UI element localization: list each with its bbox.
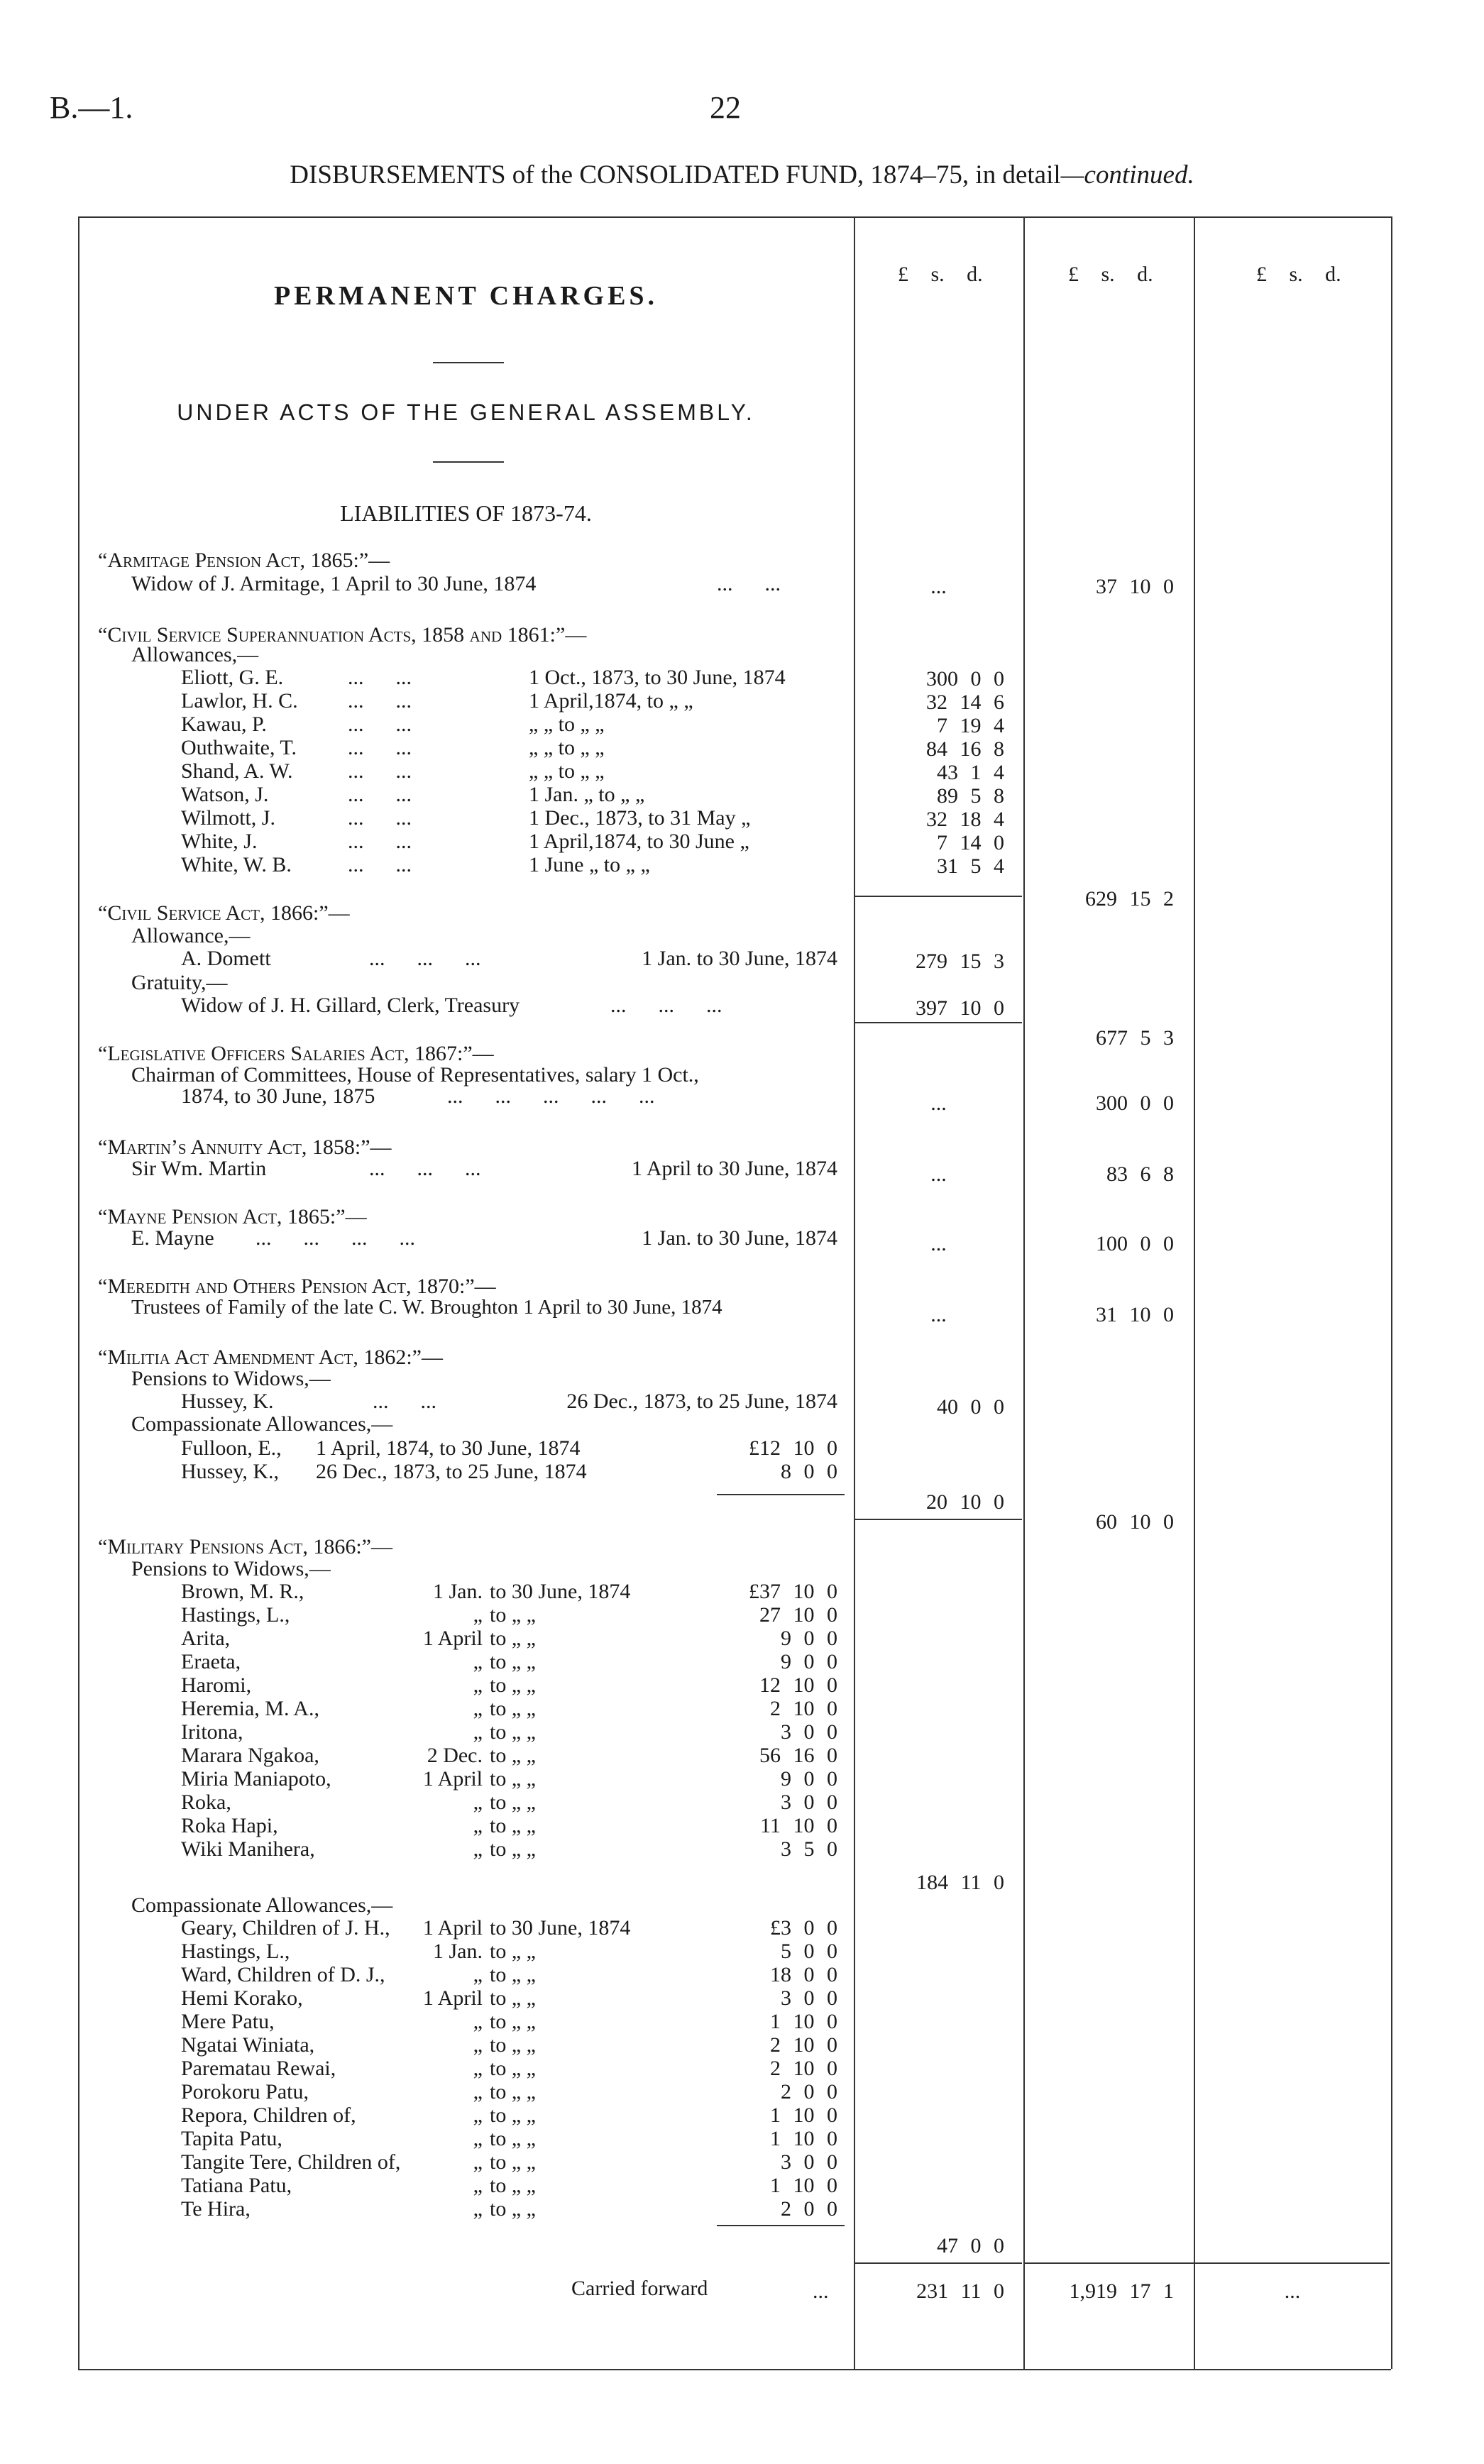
entry-amount: 3 5 0 [781, 1837, 837, 1861]
entry-name: Tatiana Patu, [181, 2174, 292, 2197]
entry-name: Roka, [181, 1791, 231, 1814]
entry-period: „ „ to „ „ [529, 713, 605, 736]
entry-from: „ [473, 2057, 483, 2080]
entry-line: Trustees of Family of the late C. W. Broughton 1 April to 30 June, 1874 [131, 1296, 722, 1319]
entry-from: 1 Jan. [433, 1940, 483, 1963]
act-heading: “Civil Service Act, 1866:”— [98, 901, 350, 925]
entry-name: Haromi, [181, 1673, 252, 1697]
entry-amount: 3 0 0 [781, 1720, 837, 1744]
divider [433, 362, 504, 363]
entry-from: 2 Dec. [427, 1744, 483, 1767]
subheading: Gratuity,— [131, 971, 228, 994]
entry-from: „ [473, 1673, 483, 1697]
entry-name: Wilmott, J. [181, 806, 275, 830]
amount-col1: 40 0 0 [937, 1395, 1004, 1419]
subtotal-rule [717, 1494, 845, 1495]
entry-name: Parematau Rewai, [181, 2057, 336, 2080]
amount-col1: 47 0 0 [937, 2234, 1004, 2257]
total-rule [1195, 2262, 1390, 2264]
leader-dots: ... ... [348, 713, 412, 736]
leader-dots: ... ... [373, 1390, 436, 1413]
entry-name: Porokoru Patu, [181, 2080, 309, 2103]
entry-to: to „ „ [490, 1963, 536, 1986]
amount-col1: 32 14 6 [926, 691, 1004, 714]
entry-to: to „ „ [490, 1697, 536, 1720]
entry-from: 1 April [422, 1986, 483, 2010]
entry-to: to „ „ [490, 1837, 536, 1861]
entry-from: „ [473, 1697, 483, 1720]
entry-name: Marara Ngakoa, [181, 1744, 319, 1767]
amount-col1: 7 14 0 [937, 831, 1004, 854]
entry-name: Hussey, K., [181, 1460, 280, 1483]
amount-col1: 279 15 3 [916, 950, 1004, 973]
act-heading: “Meredith and Others Pension Act, 1870:”— [98, 1275, 496, 1298]
subtotal-rule [855, 1022, 1022, 1023]
leader-dots: ... ... [348, 783, 412, 806]
act-heading: “Military Pensions Act, 1866:”— [98, 1535, 392, 1558]
amount-col1: 397 10 0 [916, 996, 1004, 1020]
entry-from: „ [473, 1963, 483, 1986]
entry-line: Widow of J. Armitage, 1 April to 30 June, 1874 [131, 572, 537, 595]
table-bottom-rule [78, 2369, 1391, 2370]
entry-name: Ward, Children of D. J., [181, 1963, 385, 1986]
entry-amount: £12 10 0 [749, 1436, 837, 1460]
col1-heading: £ s. d. [898, 263, 983, 286]
section-under-acts: UNDER ACTS OF THE GENERAL ASSEMBLY. [177, 400, 755, 425]
leader-dots: ... ... [348, 736, 412, 759]
amount-col1: ... [930, 1091, 947, 1115]
entry-name: Hastings, L., [181, 1603, 290, 1627]
document-ref: B.—1. [50, 90, 133, 125]
entry-amount: 2 10 0 [770, 2057, 837, 2080]
entry-to: to „ „ [490, 2033, 536, 2057]
entry-to: to „ „ [490, 2197, 536, 2221]
leader-dots: ... ... [348, 666, 412, 689]
entry-amount: 3 0 0 [781, 1791, 837, 1814]
amount-col1: 20 10 0 [926, 1490, 1004, 1514]
entry-name: Eraeta, [181, 1650, 241, 1673]
entry-from: „ [473, 1603, 483, 1627]
carried-forward-label: Carried forward [571, 2277, 708, 2300]
entry-name: Brown, M. R., [181, 1580, 304, 1603]
entry-name: Fulloon, E., [181, 1436, 282, 1460]
entry-name: Hastings, L., [181, 1940, 290, 1963]
act-heading: “Armitage Pension Act, 1865:”— [98, 549, 390, 572]
col2-rule [1023, 216, 1025, 2369]
subheading: Compassionate Allowances,— [131, 1412, 393, 1436]
entry-period: 1 April, 1874, to 30 June, 1874 [316, 1436, 581, 1460]
entry-amount: £37 10 0 [749, 1580, 837, 1603]
entry-name: Ngatai Winiata, [181, 2033, 315, 2057]
leader-dots: ... ... [348, 830, 412, 853]
total-col1: 231 11 0 [916, 2279, 1004, 2303]
amount-col2: 629 15 2 [1085, 887, 1174, 911]
entry-amount: 3 0 0 [781, 2150, 837, 2174]
entry-name: Lawlor, H. C. [181, 689, 298, 713]
entry-name: Roka Hapi, [181, 1814, 278, 1837]
entry-from: „ [473, 1814, 483, 1837]
subtotal-rule [855, 1519, 1022, 1520]
col1-rule [854, 216, 855, 2369]
table-right-rule [1391, 216, 1392, 2369]
act-heading: “Legislative Officers Salaries Act, 1867:”— [98, 1042, 494, 1065]
entry-amount: 1 10 0 [770, 2127, 837, 2150]
leader-dots: ... [813, 2279, 829, 2303]
act-heading: “Martin’s Annuity Act, 1858:”— [98, 1135, 392, 1159]
entry-amount: 2 0 0 [781, 2197, 837, 2221]
entry-name: Miria Maniapoto, [181, 1767, 331, 1791]
entry-amount: 2 10 0 [770, 2033, 837, 2057]
entry-to: to „ „ [490, 1603, 536, 1627]
entry-amount: 9 0 0 [781, 1650, 837, 1673]
entry-line: Chairman of Committees, House of Representatives, salary 1 Oct., [131, 1063, 699, 1087]
entry-period: 1 April,1874, to „ „ [529, 689, 693, 713]
entry-line: Widow of J. H. Gillard, Clerk, Treasury [181, 994, 520, 1017]
entry-from: „ [473, 2197, 483, 2221]
entry-from: „ [473, 2080, 483, 2103]
amount-col2: 300 0 0 [1096, 1091, 1174, 1115]
entry-name: Tangite Tere, Children of, [181, 2150, 401, 2174]
leader-dots: ... ... ... ... [255, 1226, 415, 1250]
entry-to: to „ „ [490, 1767, 536, 1791]
entry-to: to „ „ [490, 1814, 536, 1837]
section-permanent-charges: PERMANENT CHARGES. [273, 281, 659, 311]
col3-heading: £ s. d. [1256, 263, 1341, 286]
entry-amount: 56 16 0 [759, 1744, 837, 1767]
entry-to: to „ „ [490, 2150, 536, 2174]
act-heading: “Mayne Pension Act, 1865:”— [98, 1205, 367, 1228]
entry-name: Iritona, [181, 1720, 243, 1744]
subtotal-rule [855, 896, 1022, 897]
entry-amount: 2 0 0 [781, 2080, 837, 2103]
subheading: Allowances,— [131, 643, 259, 666]
subheading: Allowance,— [131, 924, 251, 947]
amount-col2: 60 10 0 [1096, 1510, 1174, 1534]
entry-name: Arita, [181, 1627, 231, 1650]
entry-period: 26 Dec., 1873, to 25 June, 1874 [566, 1390, 837, 1413]
amount-col1: 89 5 8 [937, 784, 1004, 808]
subheading: Pensions to Widows,— [131, 1367, 331, 1390]
entry-amount: 18 0 0 [770, 1963, 837, 1986]
divider [433, 461, 504, 463]
entry-from: „ [473, 1720, 483, 1744]
act-heading: “Civil Service Superannuation Acts, 1858 and 1861:”— [98, 623, 587, 647]
amount-col1: 32 18 4 [926, 808, 1004, 831]
entry-to: to „ „ [490, 1650, 536, 1673]
total-rule [1025, 2262, 1194, 2264]
entry-name: Wiki Manihera, [181, 1837, 315, 1861]
amount-col1: 31 5 4 [937, 854, 1004, 878]
amount-col1: 300 0 0 [926, 667, 1004, 691]
entry-from: 1 April [422, 1627, 483, 1650]
entry-amount: £3 0 0 [770, 1916, 837, 1940]
entry-period: „ „ to „ „ [529, 759, 605, 783]
entry-period: 1 June „ to „ „ [529, 853, 650, 876]
entry-from: „ [473, 2033, 483, 2057]
subheading: Pensions to Widows,— [131, 1557, 331, 1580]
entry-amount: 3 0 0 [781, 1986, 837, 2010]
amount-col1: 7 19 4 [937, 714, 1004, 737]
entry-from: „ [473, 2103, 483, 2127]
amount-col1: ... [930, 1232, 947, 1255]
entry-name: Heremia, M. A., [181, 1697, 319, 1720]
entry-amount: 1 10 0 [770, 2174, 837, 2197]
entry-period: 1 April to 30 June, 1874 [632, 1157, 837, 1180]
amount-col2: 31 10 0 [1096, 1303, 1174, 1326]
total-rule [855, 2262, 1022, 2264]
entry-name: E. Mayne [131, 1226, 214, 1250]
entry-to: to „ „ [490, 2174, 536, 2197]
col3-rule [1194, 216, 1195, 2369]
entry-name: Eliott, G. E. [181, 666, 284, 689]
subtotal-rule [717, 2225, 845, 2226]
entry-to: to „ „ [490, 2010, 536, 2033]
leader-dots: ... ... ... [369, 947, 481, 970]
entry-amount: 1 10 0 [770, 2103, 837, 2127]
total-col2: 1,919 17 1 [1069, 2279, 1174, 2303]
leader-dots: ... ... [348, 759, 412, 783]
entry-from: „ [473, 1791, 483, 1814]
entry-name: Mere Patu, [181, 2010, 275, 2033]
entry-to: to „ „ [490, 2103, 536, 2127]
amount-col1: 184 11 0 [916, 1871, 1004, 1894]
entry-name: Hussey, K. [181, 1390, 274, 1413]
entry-amount: 27 10 0 [759, 1603, 837, 1627]
amount-col2: 37 10 0 [1096, 575, 1174, 598]
entry-to: to „ „ [490, 1986, 536, 2010]
amount-col2: 83 6 8 [1106, 1162, 1174, 1186]
leader-dots: ... ... [348, 853, 412, 876]
entry-from: „ [473, 1650, 483, 1673]
amount-col1: ... [930, 1162, 947, 1186]
entry-name: Kawau, P. [181, 713, 267, 736]
entry-name: A. Domett [181, 947, 271, 970]
entry-from: 1 Jan. [433, 1580, 483, 1603]
entry-period: 1 Oct., 1873, to 30 June, 1874 [529, 666, 786, 689]
entry-amount: 9 0 0 [781, 1767, 837, 1791]
entry-period: 1 Jan. to 30 June, 1874 [642, 947, 837, 970]
leader-dots: ... ... ... ... ... [447, 1084, 655, 1108]
entry-from: „ [473, 2127, 483, 2150]
entry-period: 1 Jan. to 30 June, 1874 [642, 1226, 837, 1250]
entry-from: 1 April [422, 1916, 483, 1940]
page-number: 22 [710, 90, 741, 125]
entry-to: to „ „ [490, 1744, 536, 1767]
entry-name: Sir Wm. Martin [131, 1157, 267, 1180]
entry-name: White, J. [181, 830, 258, 853]
entry-amount: 9 0 0 [781, 1627, 837, 1650]
entry-to: to 30 June, 1874 [490, 1916, 631, 1940]
entry-period: 26 Dec., 1873, to 25 June, 1874 [316, 1460, 587, 1483]
entry-from: „ [473, 1837, 483, 1861]
leader-dots: ... ... ... [369, 1157, 481, 1180]
entry-line: 1874, to 30 June, 1875 [181, 1084, 375, 1108]
entry-name: Repora, Children of, [181, 2103, 356, 2127]
entry-name: Outhwaite, T. [181, 736, 297, 759]
leader-dots: ... ... [717, 572, 781, 595]
leader-dots: ... ... [348, 806, 412, 830]
entry-name: Te Hira, [181, 2197, 251, 2221]
entry-from: 1 April [422, 1767, 483, 1791]
entry-to: to „ „ [490, 1720, 536, 1744]
entry-name: Shand, A. W. [181, 759, 293, 783]
entry-name: White, W. B. [181, 853, 292, 876]
amount-col1: ... [930, 575, 947, 598]
entry-to: to „ „ [490, 2127, 536, 2150]
section-liabilities: LIABILITIES OF 1873-74. [340, 500, 592, 526]
entry-to: to „ „ [490, 2080, 536, 2103]
table-left-rule [78, 216, 79, 2369]
amount-col1: 43 1 4 [937, 761, 1004, 784]
entry-from: „ [473, 2150, 483, 2174]
entry-name: Tapita Patu, [181, 2127, 282, 2150]
col2-heading: £ s. d. [1068, 263, 1153, 286]
entry-to: to „ „ [490, 1673, 536, 1697]
entry-from: „ [473, 2010, 483, 2033]
total-col3: ... [1284, 2279, 1301, 2303]
entry-from: „ [473, 2174, 483, 2197]
act-heading: “Militia Act Amendment Act, 1862:”— [98, 1346, 443, 1369]
amount-col1: 84 16 8 [926, 737, 1004, 761]
entry-name: Geary, Children of J. H., [181, 1916, 390, 1940]
entry-to: to „ „ [490, 1940, 536, 1963]
page-title: DISBURSEMENTS of the CONSOLIDATED FUND, 1874–75, in detail—continued. [290, 160, 1194, 189]
entry-name: Hemi Korako, [181, 1986, 303, 2010]
entry-amount: 1 10 0 [770, 2010, 837, 2033]
entry-name: Watson, J. [181, 783, 269, 806]
entry-to: to „ „ [490, 1627, 536, 1650]
entry-to: to „ „ [490, 2057, 536, 2080]
leader-dots: ... ... ... [610, 994, 722, 1017]
entry-amount: 2 10 0 [770, 1697, 837, 1720]
amount-col2: 100 0 0 [1096, 1232, 1174, 1255]
entry-to: to „ „ [490, 1791, 536, 1814]
entry-amount: 5 0 0 [781, 1940, 837, 1963]
entry-amount: 12 10 0 [759, 1673, 837, 1697]
leader-dots: ... ... [348, 689, 412, 713]
entry-period: 1 Jan. „ to „ „ [529, 783, 645, 806]
entry-amount: 8 0 0 [781, 1460, 837, 1483]
subheading: Compassionate Allowances,— [131, 1893, 393, 1917]
entry-period: 1 Dec., 1873, to 31 May „ [529, 806, 751, 830]
amount-col1: ... [930, 1303, 947, 1326]
entry-period: 1 April,1874, to 30 June „ [529, 830, 749, 853]
entry-amount: 11 10 0 [760, 1814, 837, 1837]
entry-to: to 30 June, 1874 [490, 1580, 631, 1603]
amount-col2: 677 5 3 [1096, 1026, 1174, 1050]
entry-period: „ „ to „ „ [529, 736, 605, 759]
